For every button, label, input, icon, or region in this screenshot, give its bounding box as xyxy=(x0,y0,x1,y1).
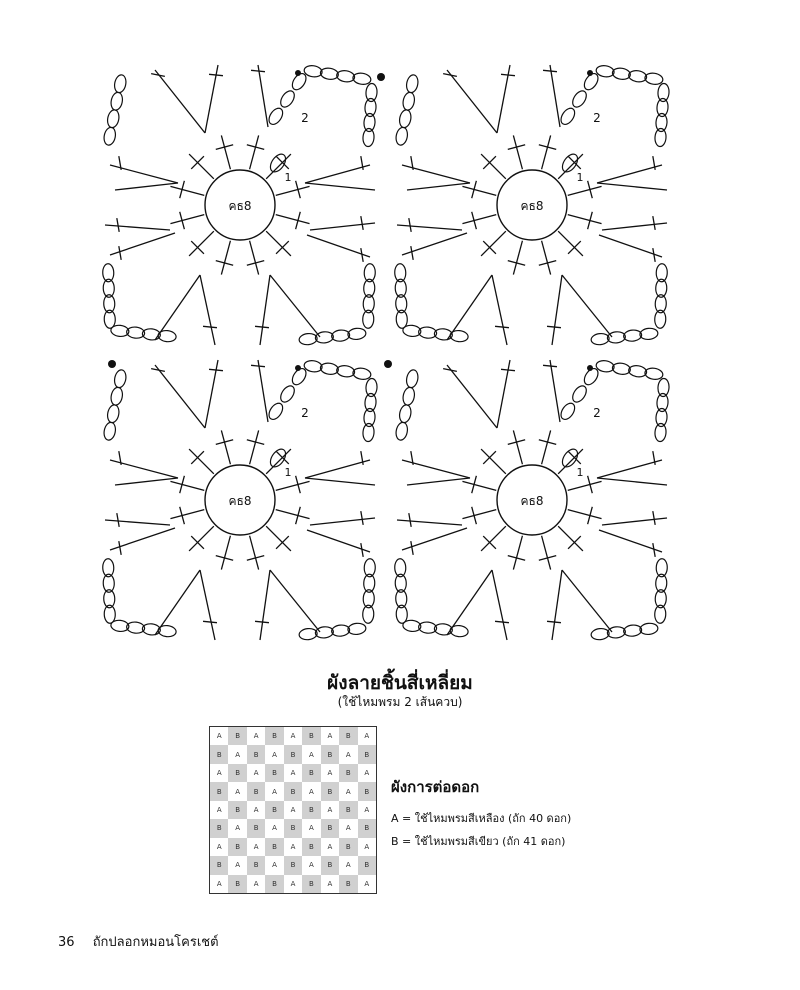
crochet-motif xyxy=(102,359,377,640)
grid-cell-b: B xyxy=(265,727,283,745)
round2-stitch xyxy=(305,183,375,190)
stitch-mark xyxy=(653,511,655,525)
grid-cell-b: B xyxy=(228,801,246,819)
grid-cell-a: A xyxy=(327,769,333,778)
grid-cell-b: B xyxy=(302,875,320,893)
round1-stitch xyxy=(568,481,602,490)
start-dot xyxy=(295,70,301,76)
start-dot xyxy=(295,365,301,371)
grid-cell-b: B xyxy=(210,745,228,763)
center-ring-label: คธ8 xyxy=(520,199,544,213)
grid-cell-a: A xyxy=(272,824,277,833)
stitch-mark xyxy=(411,541,413,555)
chain-stitch xyxy=(103,421,117,441)
chain-stitch xyxy=(320,362,339,376)
round1-stitch xyxy=(462,186,496,195)
round2-stitch xyxy=(307,235,370,257)
chain-stitch xyxy=(113,74,127,94)
stitch-mark xyxy=(255,621,269,622)
round1-stitch xyxy=(221,241,230,275)
grid-cell-b: B xyxy=(284,745,302,763)
grid-cell-a: A xyxy=(216,842,222,851)
round2-stitch xyxy=(258,65,268,127)
chain-stitch xyxy=(352,72,371,86)
crochet-motif xyxy=(102,64,377,345)
page-footer xyxy=(58,931,233,952)
round2-stitch xyxy=(397,520,462,525)
round2-stitch xyxy=(599,530,662,552)
grid-cell-a: A xyxy=(290,879,296,888)
grid-cell-a: A xyxy=(309,750,314,759)
round2-stitch xyxy=(602,223,667,230)
stitch-mark xyxy=(117,513,119,527)
stitch-mark xyxy=(409,513,411,527)
stitch-mark xyxy=(543,70,557,71)
start-dot xyxy=(587,365,593,371)
grid-cell-a: A xyxy=(235,861,241,870)
round2-stitch xyxy=(562,570,612,632)
round1-stitch xyxy=(513,241,522,275)
page-number: 36 xyxy=(58,935,75,950)
chart-caption-subtitle: (ใช้ไหมพรม 2 เส้นควบ) xyxy=(337,695,463,709)
grid-cell-a: A xyxy=(216,805,222,814)
round2-stitch xyxy=(305,478,375,485)
center-ring-label: คธ8 xyxy=(228,494,252,508)
chain-stitch xyxy=(398,404,412,424)
round1-stitch xyxy=(276,215,310,224)
chain-stitch xyxy=(402,386,416,406)
stitch-mark xyxy=(255,326,269,327)
grid-cell-b: B xyxy=(228,838,246,856)
grid-cell-a: A xyxy=(309,824,314,833)
grid-cell-b: B xyxy=(302,764,320,782)
round1-stitch xyxy=(250,241,259,275)
chain-stitch xyxy=(591,628,610,641)
grid-cell-b: B xyxy=(228,764,246,782)
round2-stitch xyxy=(305,165,370,183)
chain-stitch xyxy=(299,333,318,346)
grid-cell-a: A xyxy=(235,787,241,796)
center-ring-label: คธ8 xyxy=(520,494,544,508)
round2-stitch xyxy=(270,570,320,632)
chain-stitch xyxy=(110,386,124,406)
round-2-label: 2 xyxy=(301,111,309,125)
grid-cell-b: B xyxy=(284,782,302,800)
round2-stitch xyxy=(105,520,170,525)
round1-stitch xyxy=(568,186,602,195)
grid-cell-b: B xyxy=(339,801,357,819)
stitch-mark xyxy=(361,216,363,230)
grid-cell-a: A xyxy=(272,861,277,870)
stitch-mark xyxy=(495,326,509,327)
round2-stitch xyxy=(599,235,662,257)
round2-stitch xyxy=(310,223,375,230)
chain-stitch xyxy=(628,69,647,83)
round2-stitch xyxy=(597,183,667,190)
round1-stitch xyxy=(568,510,602,519)
chain-stitch xyxy=(266,401,285,422)
stitch-mark xyxy=(361,511,363,525)
chain-stitch xyxy=(320,67,339,81)
chain-stitch xyxy=(395,126,409,146)
grid-cell-a: A xyxy=(364,842,370,851)
chain-stitch xyxy=(303,359,322,373)
grid-cell-a: A xyxy=(253,732,259,741)
grid-cell-b: B xyxy=(302,801,320,819)
legend-title: ผังการต่อดอก xyxy=(391,778,480,796)
stitch-mark xyxy=(251,70,265,71)
join-dot xyxy=(108,360,116,368)
grid-cell-b: B xyxy=(339,764,357,782)
chain-stitch xyxy=(331,329,350,342)
grid-cell-a: A xyxy=(253,879,259,888)
grid-cell-a: A xyxy=(345,861,351,870)
round-2-label: 2 xyxy=(593,406,601,420)
round1-stitch xyxy=(170,481,204,490)
grid-cell-b: B xyxy=(247,745,265,763)
round-1-label: 1 xyxy=(576,466,584,479)
round1-stitch xyxy=(568,215,602,224)
stitch-mark xyxy=(411,246,413,260)
grid-cell-b: B xyxy=(302,727,320,745)
join-dot xyxy=(377,73,385,81)
legend-item-a: A = ใช้ไหมพรมสีเหลือง (ถัก 40 ดอก) xyxy=(391,812,572,825)
chain-stitch xyxy=(113,369,127,389)
stitch-mark xyxy=(119,541,121,555)
stitch-mark xyxy=(501,74,515,75)
grid-cell-b: B xyxy=(247,782,265,800)
grid-cell-b: B xyxy=(284,819,302,837)
grid-cell-a: A xyxy=(253,805,259,814)
grid-cell-b: B xyxy=(358,782,376,800)
grid-cell-a: A xyxy=(290,805,296,814)
grid-cell-b: B xyxy=(265,838,283,856)
round2-stitch xyxy=(305,460,370,478)
round2-stitch xyxy=(602,518,667,525)
grid-cell-b: B xyxy=(228,875,246,893)
stitch-mark xyxy=(501,369,515,370)
grid-cell-a: A xyxy=(253,769,259,778)
grid-cell-b: B xyxy=(302,838,320,856)
chart-caption-title: ผังลายชิ้นสี่เหลี่ยม xyxy=(327,672,473,694)
grid-cell-a: A xyxy=(345,824,351,833)
chain-stitch xyxy=(639,622,658,635)
chain-stitch xyxy=(402,91,416,111)
grid-cell-b: B xyxy=(210,856,228,874)
grid-cell-b: B xyxy=(265,801,283,819)
grid-cell-a: A xyxy=(272,787,277,796)
grid-cell-b: B xyxy=(358,819,376,837)
round2-stitch xyxy=(447,70,497,133)
round1-stitch xyxy=(170,510,204,519)
grid-cell-a: A xyxy=(290,732,296,741)
round2-stitch xyxy=(447,570,492,635)
grid-cell-a: A xyxy=(309,861,314,870)
chain-stitch xyxy=(644,367,663,381)
chain-stitch xyxy=(595,64,614,78)
chain-stitch xyxy=(315,331,334,344)
chain-stitch xyxy=(607,331,626,344)
chain-stitch xyxy=(299,628,318,641)
chain-stitch xyxy=(623,329,642,342)
grid-cell-a: A xyxy=(216,769,222,778)
round2-stitch xyxy=(260,570,270,640)
round2-stitch xyxy=(447,275,492,340)
round1-stitch xyxy=(170,215,204,224)
round1-stitch xyxy=(462,215,496,224)
chain-stitch xyxy=(607,626,626,639)
grid-cell-a: A xyxy=(327,879,333,888)
round1-stitch xyxy=(542,241,551,275)
round2-stitch xyxy=(105,225,170,230)
round2-stitch xyxy=(260,275,270,345)
round1-stitch xyxy=(462,510,496,519)
chain-stitch xyxy=(336,69,355,83)
chain-stitch xyxy=(405,369,419,389)
round2-stitch xyxy=(115,478,178,485)
legend-item-b: B = ใช้ไหมพรมสีเขียว (ถัก 41 ดอก) xyxy=(391,835,566,848)
round1-stitch xyxy=(276,481,310,490)
round2-stitch xyxy=(407,183,470,190)
join-dot xyxy=(384,360,392,368)
round2-stitch xyxy=(597,460,662,478)
stitch-mark xyxy=(653,216,655,230)
chain-stitch xyxy=(595,359,614,373)
crochet-motif xyxy=(394,64,669,345)
chain-stitch xyxy=(644,72,663,86)
round1-stitch xyxy=(170,186,204,195)
chain-stitch xyxy=(106,109,120,129)
grid-cell-b: B xyxy=(210,782,228,800)
grid-cell-a: A xyxy=(235,824,241,833)
round1-stitch xyxy=(250,536,259,570)
round2-stitch xyxy=(552,275,562,345)
chain-stitch xyxy=(347,622,366,635)
round2-stitch xyxy=(597,165,662,183)
round2-stitch xyxy=(552,570,562,640)
round2-stitch xyxy=(200,570,215,640)
round-2-label: 2 xyxy=(301,406,309,420)
chain-stitch xyxy=(266,106,285,127)
stitch-mark xyxy=(495,621,509,622)
grid-cell-b: B xyxy=(210,819,228,837)
grid-cell-b: B xyxy=(265,764,283,782)
round2-stitch xyxy=(447,365,497,428)
round2-stitch xyxy=(550,360,560,422)
round-1-label: 1 xyxy=(284,466,292,479)
chain-stitch xyxy=(639,327,658,340)
round1-stitch xyxy=(542,135,551,169)
chain-stitch xyxy=(331,624,350,637)
chain-stitch xyxy=(628,364,647,378)
grid-cell-a: A xyxy=(364,805,370,814)
chain-stitch xyxy=(623,624,642,637)
round2-stitch xyxy=(200,275,215,345)
grid-cell-b: B xyxy=(321,819,339,837)
chain-stitch xyxy=(106,404,120,424)
crochet-motif xyxy=(394,359,669,640)
round2-stitch xyxy=(310,518,375,525)
chain-stitch xyxy=(278,88,297,109)
chain-stitch xyxy=(110,91,124,111)
round1-stitch xyxy=(250,430,259,464)
round2-stitch xyxy=(492,570,507,640)
grid-cell-b: B xyxy=(321,782,339,800)
stitch-mark xyxy=(543,365,557,366)
grid-cell-a: A xyxy=(216,732,222,741)
round-1-label: 1 xyxy=(284,171,292,184)
round1-stitch xyxy=(250,135,259,169)
grid-cell-a: A xyxy=(216,879,222,888)
chain-stitch xyxy=(558,401,577,422)
grid-cell-b: B xyxy=(339,875,357,893)
round1-stitch xyxy=(221,135,230,169)
round2-stitch xyxy=(270,275,320,337)
round-1-label: 1 xyxy=(576,171,584,184)
round1-stitch xyxy=(513,536,522,570)
grid-cell-b: B xyxy=(358,856,376,874)
chain-stitch xyxy=(570,88,589,109)
stitch-mark xyxy=(409,218,411,232)
round2-stitch xyxy=(492,275,507,345)
grid-cell-a: A xyxy=(327,732,333,741)
chain-stitch xyxy=(278,383,297,404)
grid-cell-b: B xyxy=(358,745,376,763)
round1-stitch xyxy=(221,430,230,464)
round1-stitch xyxy=(462,481,496,490)
stitch-mark xyxy=(547,326,561,327)
chain-stitch xyxy=(336,364,355,378)
stitch-mark xyxy=(209,369,223,370)
stitch-mark xyxy=(119,246,121,260)
grid-cell-a: A xyxy=(345,750,351,759)
chain-stitch xyxy=(398,109,412,129)
chain-stitch xyxy=(315,626,334,639)
round1-stitch xyxy=(276,186,310,195)
round-2-label: 2 xyxy=(593,111,601,125)
round1-stitch xyxy=(513,135,522,169)
round2-stitch xyxy=(155,365,205,428)
stitch-mark xyxy=(203,326,217,327)
chain-stitch xyxy=(352,367,371,381)
round2-stitch xyxy=(155,570,200,635)
grid-cell-a: A xyxy=(290,842,296,851)
grid-cell-b: B xyxy=(321,856,339,874)
stitch-mark xyxy=(203,621,217,622)
chain-stitch xyxy=(395,421,409,441)
round2-stitch xyxy=(307,530,370,552)
grid-cell-a: A xyxy=(327,805,333,814)
grid-cell-a: A xyxy=(364,879,370,888)
round2-stitch xyxy=(407,478,470,485)
start-dot xyxy=(587,70,593,76)
grid-cell-b: B xyxy=(284,856,302,874)
grid-cell-a: A xyxy=(235,750,241,759)
round2-stitch xyxy=(155,275,200,340)
round2-stitch xyxy=(115,183,178,190)
round1-stitch xyxy=(276,510,310,519)
grid-cell-a: A xyxy=(272,750,277,759)
stitch-mark xyxy=(209,74,223,75)
grid-cell-b: B xyxy=(339,727,357,745)
round2-stitch xyxy=(397,225,462,230)
grid-cell-a: A xyxy=(345,787,351,796)
round2-stitch xyxy=(550,65,560,127)
grid-cell-b: B xyxy=(339,838,357,856)
chain-stitch xyxy=(303,64,322,78)
round2-stitch xyxy=(258,360,268,422)
chain-stitch xyxy=(347,327,366,340)
chain-stitch xyxy=(612,362,631,376)
stitch-mark xyxy=(251,365,265,366)
round2-stitch xyxy=(155,70,205,133)
grid-cell-b: B xyxy=(228,727,246,745)
round1-stitch xyxy=(221,536,230,570)
grid-cell-b: B xyxy=(247,856,265,874)
chain-stitch xyxy=(103,126,117,146)
center-ring-label: คธ8 xyxy=(228,199,252,213)
grid-cell-a: A xyxy=(364,732,370,741)
grid-cell-a: A xyxy=(290,769,296,778)
round2-stitch xyxy=(597,478,667,485)
book-title: ถักปลอกหมอนโครเชต์ xyxy=(92,935,219,950)
stitch-mark xyxy=(117,218,119,232)
grid-cell-a: A xyxy=(309,787,314,796)
round1-stitch xyxy=(513,430,522,464)
grid-cell-b: B xyxy=(321,745,339,763)
grid-cell-b: B xyxy=(247,819,265,837)
joining-grid xyxy=(209,726,377,894)
round1-stitch xyxy=(542,536,551,570)
stitch-mark xyxy=(547,621,561,622)
chain-stitch xyxy=(558,106,577,127)
chain-stitch xyxy=(591,333,610,346)
chain-stitch xyxy=(612,67,631,81)
round2-stitch xyxy=(562,275,612,337)
grid-cell-a: A xyxy=(253,842,259,851)
grid-cell-b: B xyxy=(265,875,283,893)
chain-stitch xyxy=(570,383,589,404)
chain-stitch xyxy=(405,74,419,94)
round1-stitch xyxy=(542,430,551,464)
grid-cell-a: A xyxy=(327,842,333,851)
grid-cell-a: A xyxy=(364,769,370,778)
